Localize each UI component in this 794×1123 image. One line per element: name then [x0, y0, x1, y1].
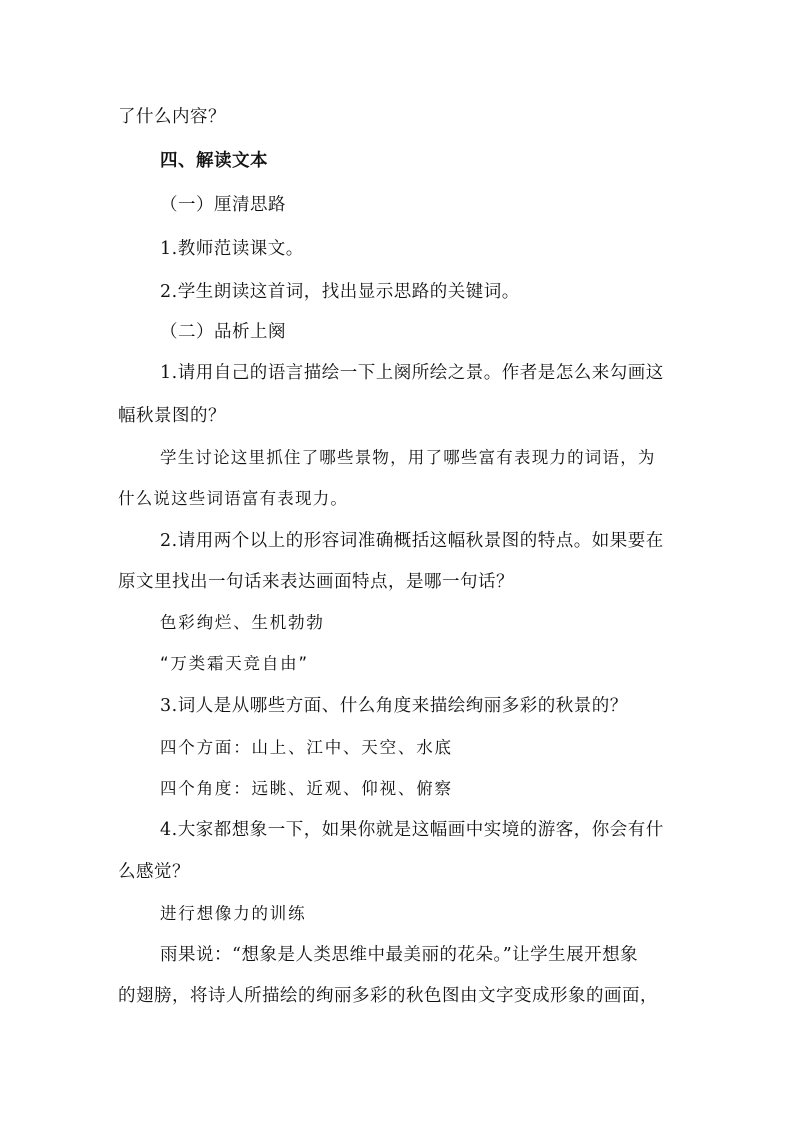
question-4-line-2: 么感觉？: [118, 862, 190, 882]
text-line-continuation: 了什么内容？: [118, 107, 226, 127]
hugo-quote-line-1: 雨果说：“想象是人类思维中最美丽的花朵。”让学生展开想象: [160, 945, 639, 965]
list-item-2: 2.学生朗读这首词，找出显示思路的关键词。: [160, 282, 520, 302]
question-1-line-1: 1.请用自己的语言描绘一下上阕所绘之景。作者是怎么来勾画这: [160, 363, 664, 383]
answer-2-quote: “万类霜天竞自由”: [160, 654, 309, 673]
list-item-1: 1.教师范读课文。: [160, 239, 304, 259]
discussion-line-2: 什么说这些词语富有表现力。: [118, 489, 349, 508]
subheading-analyze-first-stanza: （二）品析上阕: [160, 322, 286, 342]
discussion-line-1: 学生讨论这里抓住了哪些景物，用了哪些富有表现力的词语，为: [160, 448, 656, 467]
question-1-line-2: 幅秋景图的？: [118, 406, 226, 426]
answer-2-adjectives: 色彩绚烂、生机勃勃: [160, 613, 325, 632]
hugo-quote-line-2: 的翅膀，将诗人所描绘的绚丽多彩的秋色图由文字变成形象的画面，: [118, 986, 658, 1006]
answer-3-aspects: 四个方面：山上、江中、天空、水底: [160, 738, 453, 757]
question-2-line-2: 原文里找出一句话来表达画面特点，是哪一句话？: [118, 572, 514, 592]
question-2-line-1: 2.请用两个以上的形容词准确概括这幅秋景图的特点。如果要在: [160, 531, 664, 551]
question-3: 3.词人是从哪些方面、什么角度来描绘绚丽多彩的秋景的？: [160, 696, 628, 716]
answer-3-angles: 四个角度：远眺、近观、仰视、俯察: [160, 779, 453, 798]
question-4-line-1: 4.大家都想象一下，如果你就是这幅画中实境的游客，你会有什: [160, 820, 664, 840]
subheading-clarify-thoughts: （一）厘清思路: [160, 195, 286, 215]
section-heading-interpret-text: 四、解读文本: [160, 151, 268, 171]
imagination-training-note: 进行想像力的训练: [160, 904, 307, 923]
